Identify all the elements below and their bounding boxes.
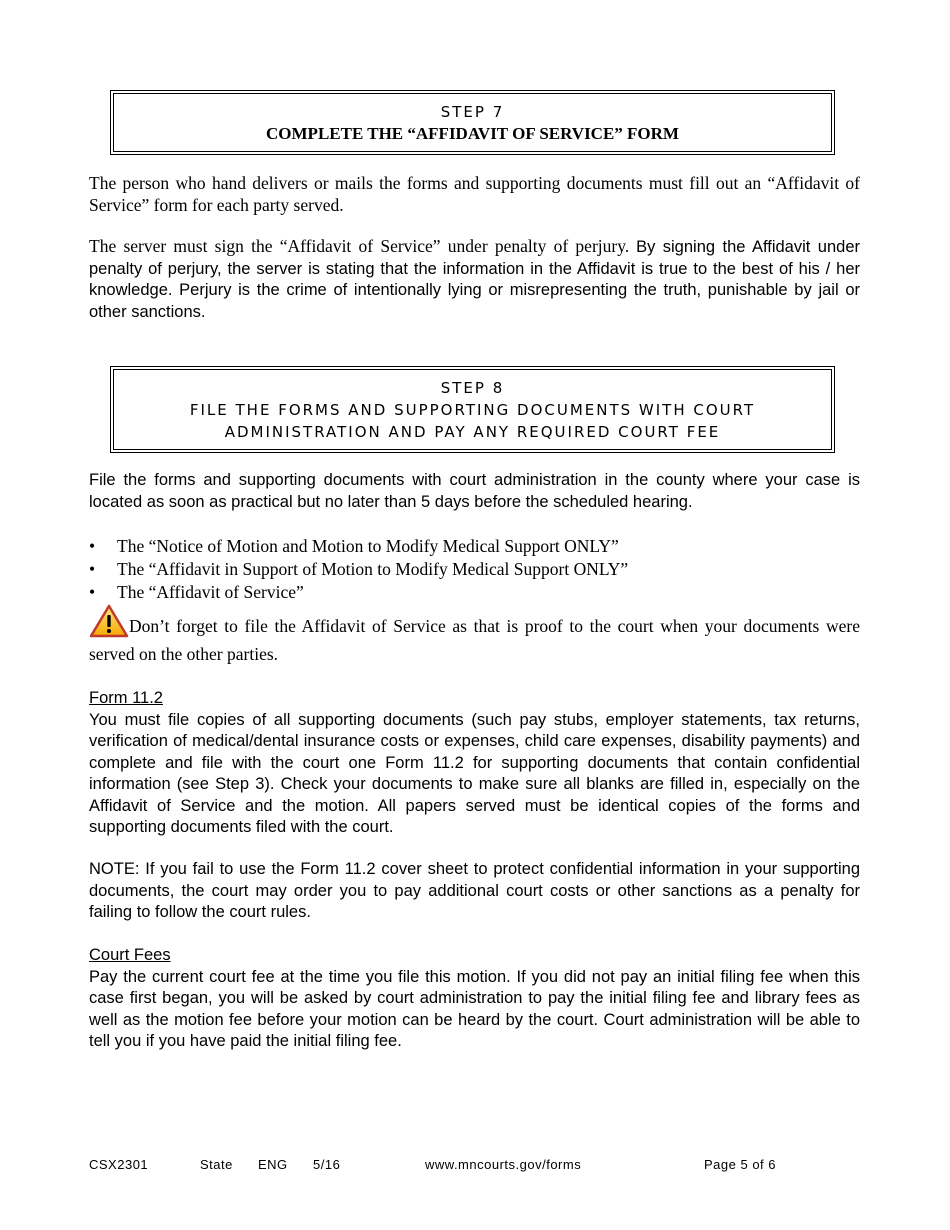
footer-date: 5/16 <box>313 1157 341 1172</box>
footer-state: State <box>200 1157 233 1172</box>
footer-page-number: Page 5 of 6 <box>704 1157 776 1172</box>
court-fees-section <box>89 945 860 1053</box>
bullet-dot: • <box>89 582 96 602</box>
step8-box <box>110 366 835 453</box>
note-paragraph: NOTE: If you fail to use the Form 11.2 cover sheet to protect confidential information in your supporting documents, the court may order you to pay additional court costs or other sanctions as a penalty for failing to follow the court rules. <box>89 860 860 921</box>
list-item <box>89 581 860 604</box>
footer-form-id: CSX2301 <box>89 1157 149 1172</box>
warning-paragraph <box>89 604 860 665</box>
footer-lang: ENG <box>258 1157 288 1172</box>
list-item-text: The “Notice of Motion and Motion to Modify Medical Support ONLY” <box>117 536 619 556</box>
required-forms-list <box>89 535 860 604</box>
step7-paragraph-2-serif: The server must sign the “Affidavit of Service” under penalty of perjury. <box>89 236 630 256</box>
bullet-dot: • <box>89 559 96 579</box>
step7-title: COMPLETE THE “AFFIDAVIT OF SERVICE” FORM <box>266 124 679 143</box>
step7-paragraph-2-sans: By signing the Affidavit under penalty of perjury, the server is stating that the information in the Affidavit is true to the best of his / her knowledge. Perjury is the crime of intentionally lying or misrepresenting the truth, punishable by jail or other sanctions. <box>89 238 860 321</box>
court-fees-body: Pay the current court fee at the time you file this motion. If you did not pay an initial filing fee when this case first began, you will be asked by court administration to pay the initial filing fee and library fees as well as the motion fee before your motion can be heard by the court. Court administration will be able to tell you if you have paid the initial filing fee. <box>89 967 860 1050</box>
form112-heading: Form 11.2 <box>89 689 163 707</box>
court-fees-heading: Court Fees <box>89 946 171 964</box>
warning-text: Don’t forget to file the Affidavit of Service as that is proof to the court when your documents were served on the other parties. <box>89 616 860 664</box>
step7-paragraph-2 <box>89 236 860 323</box>
warning-icon <box>89 604 129 644</box>
step7-paragraph-1: The person who hand delivers or mails the forms and supporting documents must fill out an “Affidavit of Service” form for each party served. <box>89 173 860 215</box>
step8-title-line1: FILE THE FORMS AND SUPPORTING DOCUMENTS WITH COURT <box>189 401 756 419</box>
form112-section <box>89 688 860 839</box>
list-item-text: The “Affidavit in Support of Motion to Modify Medical Support ONLY” <box>117 559 629 579</box>
step7-label: STEP 7 <box>440 103 505 121</box>
list-item-text: The “Affidavit of Service” <box>117 582 304 602</box>
bullet-dot: • <box>89 536 96 556</box>
step8-intro: File the forms and supporting documents with court administration in the county where your case is located as soon as practical but no later than 5 days before the scheduled hearing. <box>89 471 860 511</box>
step8-title-line2: ADMINISTRATION AND PAY ANY REQUIRED COURT FEE <box>224 423 721 441</box>
list-item <box>89 535 860 558</box>
list-item <box>89 558 860 581</box>
step8-label: STEP 8 <box>440 379 505 397</box>
footer-url[interactable]: www.mncourts.gov/forms <box>425 1157 582 1172</box>
form112-body: You must file copies of all supporting documents (such pay stubs, employer statements, tax returns, verification of medical/dental insurance costs or expenses, child care expenses, disability payments) and complete and file with the court one Form 11.2 for supporting documents that contain confidential information (see Step 3). Check your documents to make sure all blanks are filled in, especially on the Affidavit of Service and the motion. All papers served must be identical copies of the forms and supporting documents filed with the court. <box>89 710 860 836</box>
step7-box <box>110 90 835 155</box>
